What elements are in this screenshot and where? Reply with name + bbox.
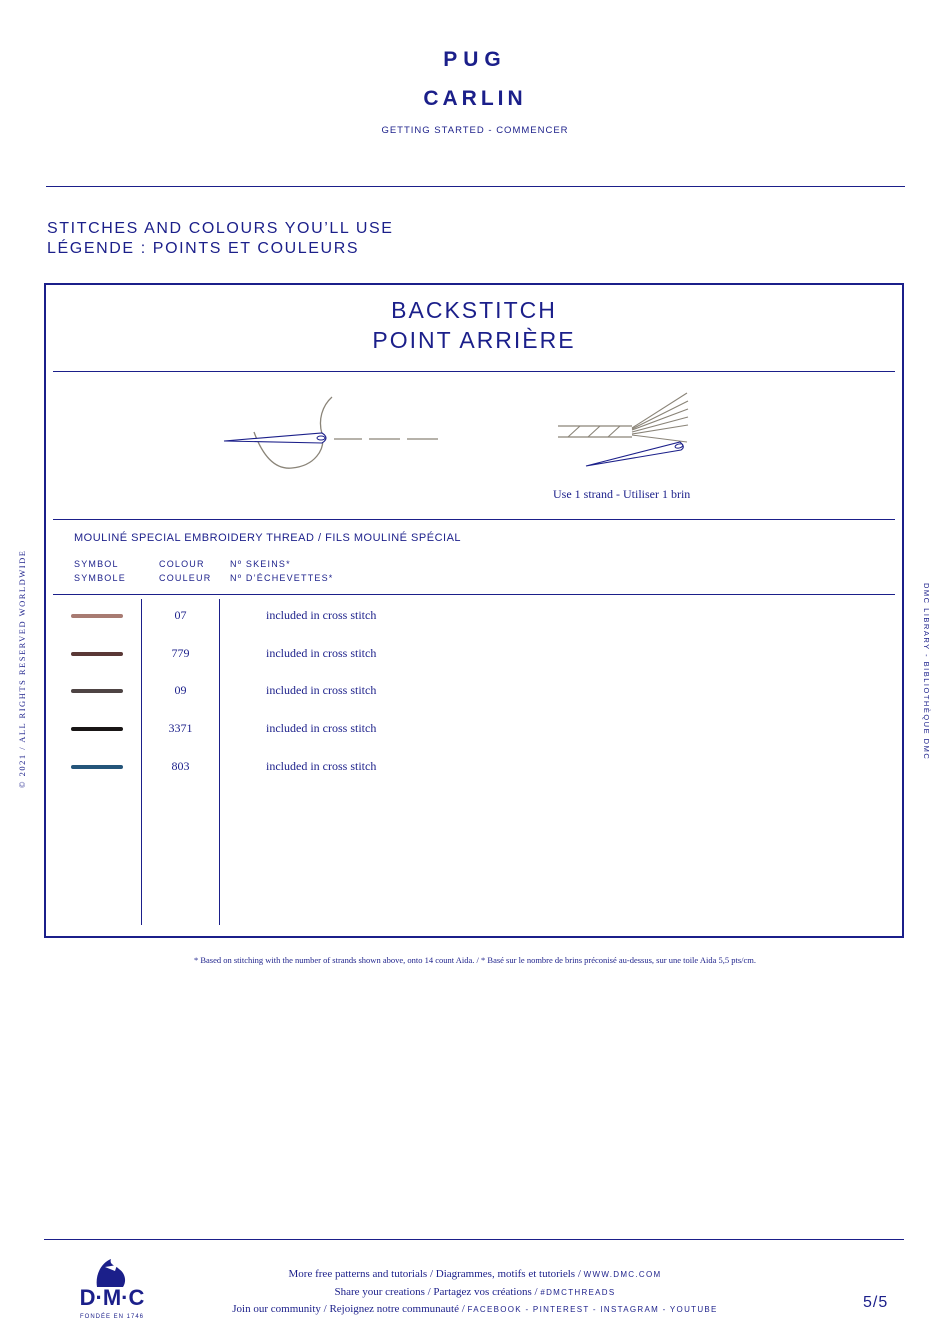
column-header-colour <box>159 557 211 585</box>
social-links[interactable]: FACEBOOK - PINTEREST - INSTAGRAM - YOUTUBE <box>467 1305 718 1314</box>
stitch-title-fr: POINT ARRIÈRE <box>372 327 576 353</box>
thread-swatch <box>71 765 123 769</box>
skein-count: included in cross stitch <box>266 683 377 697</box>
column-header-symbol <box>74 557 126 585</box>
logo-founded: FONDÉE EN 1746 <box>79 1314 145 1320</box>
copyright-text: © 2021 / ALL RIGHTS RESERVED WORLDWIDE <box>17 549 27 788</box>
skein-count: included in cross stitch <box>266 721 377 735</box>
footnote: * Based on stitching with the number of strands shown above, onto 14 count Aida. / * Basé sur le nombre de brins préconisé au-dessus, sur une toile Aida 5,5 pts/cm. <box>193 955 757 965</box>
pattern-title-fr: CARLIN <box>423 87 527 110</box>
stitch-title-en: BACKSTITCH <box>391 297 557 323</box>
colour-code: 779 <box>171 646 190 660</box>
thread-swatch <box>71 727 123 731</box>
colour-code: 803 <box>171 759 190 773</box>
footer-text: Join our community / Rejoignez notre communauté / <box>232 1303 465 1315</box>
hashtag-link[interactable]: #DMCTHREADS <box>540 1287 616 1297</box>
library-text: DMC LIBRARY - BIBLIOTHÈQUE DMC <box>922 583 931 761</box>
footer-links <box>0 1266 950 1319</box>
logo-wordmark: D·M·C <box>79 1285 145 1310</box>
thread-type-title: MOULINÉ SPECIAL EMBROIDERY THREAD / FILS MOULINÉ SPÉCIAL <box>74 532 462 544</box>
footer-line-1 <box>0 1266 950 1284</box>
page-number: 5/5 <box>863 1294 889 1311</box>
table-row <box>0 682 950 702</box>
skein-count: included in cross stitch <box>266 646 377 660</box>
pattern-title-en: PUG <box>443 48 507 71</box>
table-row <box>0 720 950 740</box>
divider <box>46 186 905 187</box>
divider <box>44 1239 904 1240</box>
column-header-skeins-fr: Nº D’ÉCHEVETTES* <box>230 573 334 583</box>
colour-code: 3371 <box>168 721 193 735</box>
website-link[interactable]: WWW.DMC.COM <box>583 1270 662 1279</box>
column-header-symbol-en: SYMBOL <box>74 559 119 569</box>
table-row <box>0 607 950 627</box>
skein-count: included in cross stitch <box>266 759 377 773</box>
table-row <box>0 645 950 665</box>
section-heading-en: STITCHES AND COLOURS YOU’LL USE <box>47 220 394 237</box>
colour-code: 09 <box>174 683 187 697</box>
footer-text: Share your creations / Partagez vos créations / <box>334 1285 538 1298</box>
strand-note: Use 1 strand - Utiliser 1 brin <box>553 487 691 501</box>
divider <box>53 371 895 372</box>
divider <box>53 519 895 520</box>
table-row <box>0 758 950 778</box>
column-header-colour-fr: COULEUR <box>159 573 212 583</box>
divider <box>53 594 895 595</box>
thread-swatch <box>71 689 123 693</box>
footer-text: More free patterns and tutorials / Diagrammes, motifs et tutoriels / <box>288 1268 581 1280</box>
colour-code: 07 <box>174 608 187 622</box>
page-subtitle: GETTING STARTED - COMMENCER <box>381 125 569 136</box>
footer-line-3 <box>0 1301 950 1319</box>
thread-swatch <box>71 614 123 618</box>
strand-needle-illustration <box>556 390 696 472</box>
column-header-skeins-en: Nº SKEINS* <box>230 559 291 569</box>
section-heading-fr: LÉGENDE : POINTS ET COULEURS <box>47 240 360 257</box>
column-header-symbol-fr: SYMBOLE <box>74 573 126 583</box>
skein-count: included in cross stitch <box>266 608 377 622</box>
column-header-skeins <box>230 557 334 585</box>
footer-line-2 <box>0 1284 950 1302</box>
library-vertical <box>920 583 932 763</box>
column-header-colour-en: COLOUR <box>159 559 205 569</box>
copyright-vertical <box>17 549 31 788</box>
thread-swatch <box>71 652 123 656</box>
backstitch-needle-illustration <box>222 392 444 474</box>
